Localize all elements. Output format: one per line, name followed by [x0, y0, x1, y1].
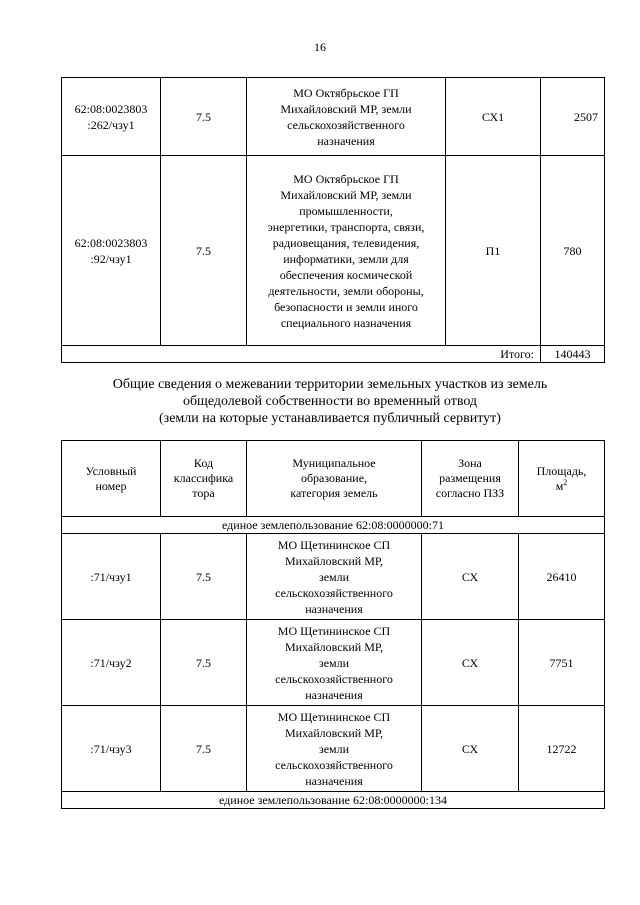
description-cell [247, 78, 446, 156]
group-row [62, 792, 605, 809]
description-cell [247, 534, 422, 620]
section-heading [40, 376, 620, 427]
description-line: назначения [305, 601, 363, 616]
heading-line: Общие сведения о межевании территории земельных участков из земель [112, 377, 548, 392]
description-line: Михайловский МР, земли [280, 101, 412, 116]
parcel-id-line: :92/чзу1 [90, 251, 132, 266]
parcel-id-line: 62:08:0023803 [74, 235, 148, 250]
code-cell: 7.5 [161, 620, 247, 706]
description-line: назначения [305, 773, 363, 788]
parcel-id-line: 62:08:0023803 [74, 101, 148, 116]
group-label: единое землепользование 62:08:0000000:71 [62, 517, 605, 534]
table-row [62, 706, 605, 792]
header-area: Площадь, $м^2$ [519, 441, 605, 517]
description-line: сельскохозяйственного [275, 671, 393, 686]
heading-line: (земли на которые устанавливается публичный сервитут) [159, 411, 501, 426]
description-line: Михайловский МР, земли [280, 187, 412, 202]
parcel-id-cell: :71/чзу1 [62, 534, 161, 620]
table-header-row [62, 441, 605, 517]
zone-cell: СХ [422, 534, 519, 620]
description-line: Михайловский МР, [284, 639, 384, 654]
table-row [62, 156, 605, 346]
description-line: безопасности и земли иного [274, 299, 418, 314]
parcel-id-line: :262/чзу1 [87, 117, 135, 132]
description-line: земли [318, 741, 350, 756]
area-cell: 2507 [541, 78, 605, 156]
code-cell: 7.5 [161, 156, 247, 346]
description-line: земли [318, 569, 350, 584]
description-line: сельскохозяйственного [275, 757, 393, 772]
description-cell [247, 706, 422, 792]
code-cell: 7.5 [161, 534, 247, 620]
table-row [62, 534, 605, 620]
area-cell: 780 [541, 156, 605, 346]
code-cell: 7.5 [161, 78, 247, 156]
zone-cell: СХ1 [446, 78, 541, 156]
description-line: обеспечения космической [279, 267, 413, 282]
description-line: МО Щетининское СП [277, 709, 391, 724]
parcels-table-continued [61, 77, 605, 363]
description-line: Михайловский МР, [284, 553, 384, 568]
description-line: промышленности, [299, 203, 393, 218]
parcel-id-cell: :71/чзу2 [62, 620, 161, 706]
description-line: радиовещания, телевидения, [272, 235, 420, 250]
zone-cell: СХ [422, 706, 519, 792]
description-line: информатики, земли для [283, 251, 409, 266]
description-cell [247, 156, 446, 346]
total-row [62, 346, 605, 363]
description-line: сельскохозяйственного [287, 117, 405, 132]
description-line: МО Октябрьское ГП [293, 85, 399, 100]
page-number: 16 [314, 40, 326, 54]
header-zone: Зона размещения согласно ПЗЗ [422, 441, 519, 517]
area-cell: 12722 [519, 706, 605, 792]
header-conditional-number: Условный номер [62, 441, 161, 517]
total-label: Итого: [62, 346, 541, 363]
description-line: назначения [305, 687, 363, 702]
description-line: земли [318, 655, 350, 670]
table-row [62, 620, 605, 706]
description-line: МО Октябрьское ГП [293, 171, 399, 186]
parcel-id-cell [62, 156, 161, 346]
description-cell [247, 620, 422, 706]
area-cell: 7751 [519, 620, 605, 706]
description-line: МО Щетининское СП [277, 623, 391, 638]
header-classifier-code: Код классифика тора [161, 441, 247, 517]
zone-cell: П1 [446, 156, 541, 346]
description-line: назначения [317, 133, 375, 148]
heading-line: общедолевой собственности во временный отвод [182, 394, 478, 409]
group-row [62, 517, 605, 534]
table-row [62, 78, 605, 156]
easement-parcels-table [61, 440, 605, 809]
description-line: Михайловский МР, [284, 725, 384, 740]
description-line: сельскохозяйственного [275, 585, 393, 600]
parcel-id-cell: :71/чзу3 [62, 706, 161, 792]
description-line: деятельности, земли обороны, [268, 283, 424, 298]
total-value: 140443 [541, 346, 605, 363]
parcel-id-cell [62, 78, 161, 156]
description-line: специального назначения [280, 315, 412, 330]
description-line: энергетики, транспорта, связи, [267, 219, 425, 234]
header-municipality: Муниципальное образование, категория земель [247, 441, 422, 517]
group-label: единое землепользование 62:08:0000000:134 [62, 792, 605, 809]
code-cell: 7.5 [161, 706, 247, 792]
zone-cell: СХ [422, 620, 519, 706]
description-line: МО Щетининское СП [277, 537, 391, 552]
area-cell: 26410 [519, 534, 605, 620]
